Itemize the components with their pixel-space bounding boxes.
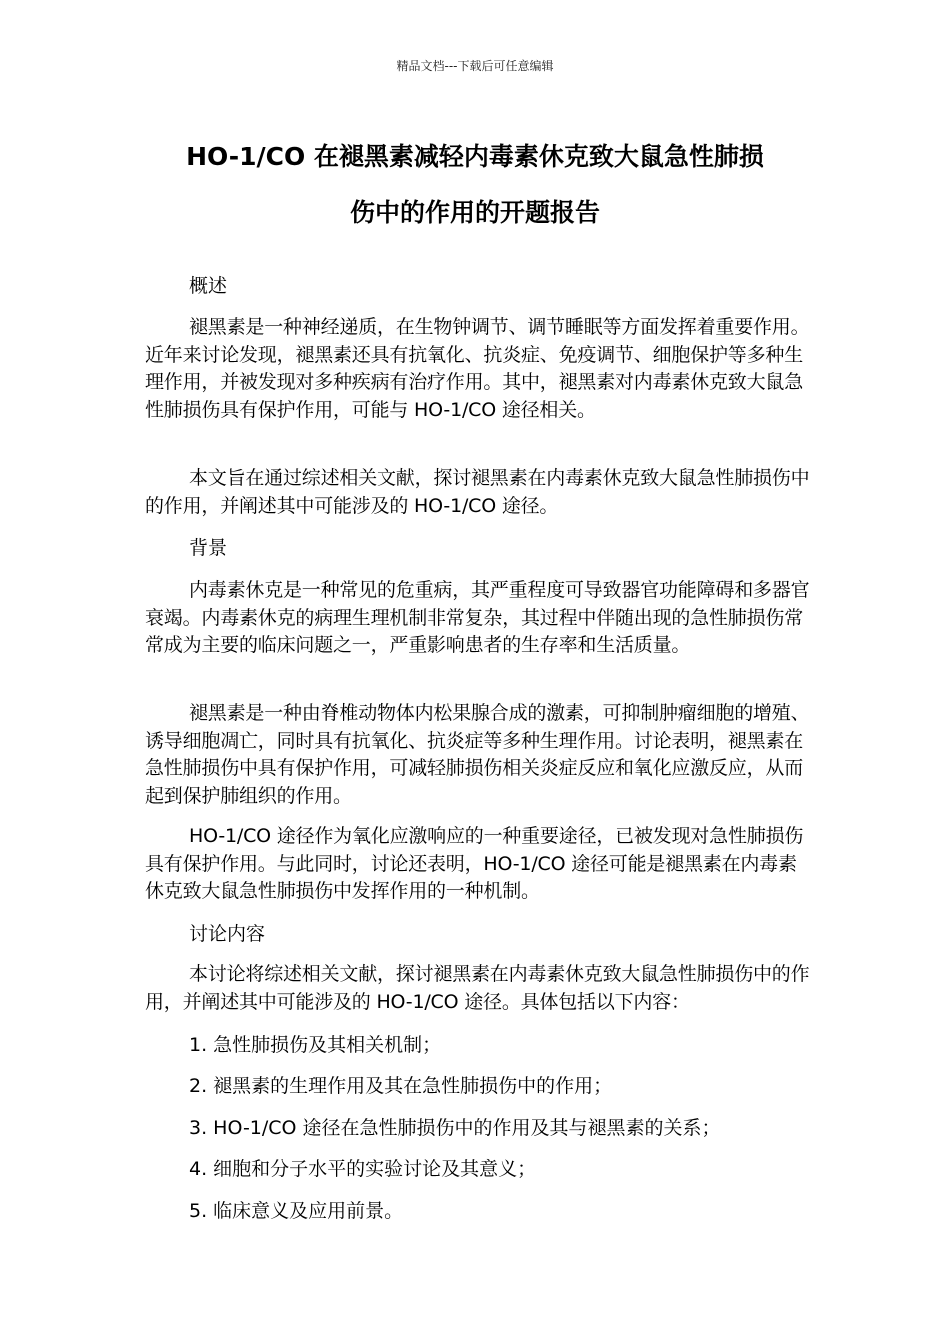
- paragraph-text: 内毒素休克是一种常见的危重病，其严重程度可导致器官功能障碍和多器官衰竭。内毒素休克的病理生理机制非常复杂，其过程中伴随出现的急性肺损伤常常成为主要的临床问题之一，严重影响患者的生存率和生活质量。: [145, 579, 810, 656]
- background-paragraph-1: [145, 577, 810, 660]
- document-title-line-1: HO-1/CO 在褪黑素减轻内毒素休克致大鼠急性肺损: [186, 142, 764, 171]
- section-heading-content: 讨论内容: [189, 923, 266, 945]
- paragraph-text: HO-1/CO 途径作为氧化应激响应的一种重要途径，已被发现对急性肺损伤具有保护作用。与此同时，讨论还表明，HO-1/CO 途径可能是褪黑素在内毒素休克致大鼠急性肺损伤中发挥作用的一种机制。: [145, 825, 804, 902]
- section-heading-background: 背景: [189, 537, 228, 559]
- background-paragraph-3: [145, 823, 810, 906]
- list-item: 3. HO-1/CO 途径在急性肺损伤中的作用及其与褪黑素的关系；: [189, 1117, 721, 1139]
- paragraph-text: 褪黑素是一种神经递质，在生物钟调节、调节睡眠等方面发挥着重要作用。近年来讨论发现，褪黑素还具有抗氧化、抗炎症、免疫调节、细胞保护等多种生理作用，并被发现对多种疾病有治疗作用。其中，褪黑素对内毒素休克致大鼠急性肺损伤具有保护作用，可能与 HO-1/CO 途径相关。: [145, 316, 810, 421]
- list-item: 1. 急性肺损伤及其相关机制；: [189, 1034, 442, 1056]
- paragraph-text: 本讨论将综述相关文献，探讨褪黑素在内毒素休克致大鼠急性肺损伤中的作用，并阐述其中可能涉及的 HO-1/CO 途径。具体包括以下内容：: [145, 963, 810, 1013]
- paragraph-text: 褪黑素是一种由脊椎动物体内松果腺合成的激素，可抑制肿瘤细胞的增殖、诱导细胞凋亡，同时具有抗氧化、抗炎症等多种生理作用。讨论表明，褪黑素在急性肺损伤中具有保护作用，可减轻肺损伤相关炎症反应和氧化应激反应，从而起到保护肺组织的作用。: [145, 702, 810, 807]
- paragraph-text: 本文旨在通过综述相关文献，探讨褪黑素在内毒素休克致大鼠急性肺损伤中的作用，并阐述其中可能涉及的 HO-1/CO 途径。: [145, 467, 810, 517]
- overview-paragraph-1: [145, 314, 810, 424]
- list-item: 5. 临床意义及应用前景。: [189, 1200, 404, 1222]
- document-title-line-2: 伤中的作用的开题报告: [349, 198, 600, 227]
- overview-paragraph-2: [145, 465, 810, 520]
- header-note: 精品文档---下载后可任意编辑: [396, 59, 554, 73]
- list-item: 4. 细胞和分子水平的实验讨论及其意义；: [189, 1158, 537, 1180]
- content-paragraph-1: [145, 961, 810, 1016]
- background-paragraph-2: [145, 700, 810, 810]
- section-heading-overview: 概述: [189, 275, 228, 297]
- list-item: 2. 褪黑素的生理作用及其在急性肺损伤中的作用；: [189, 1075, 613, 1097]
